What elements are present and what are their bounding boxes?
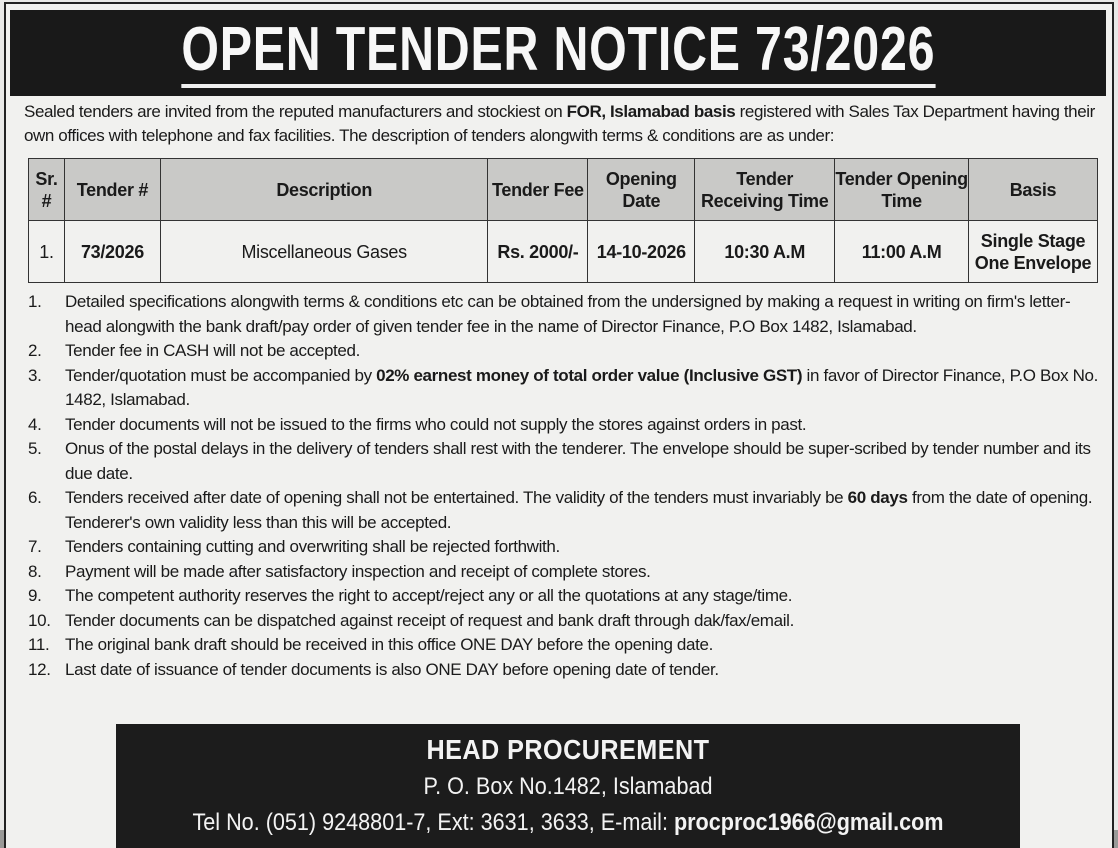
cell-description: Miscellaneous Gases bbox=[160, 221, 488, 283]
term-earnest-money: 02% earnest money of total order value (Inclusive GST) bbox=[376, 365, 803, 385]
term-text: Detailed specifications alongwith terms & conditions etc can be obtained from the undersigned by making a request in writing on firm's letter-head alongwith the bank draft/pay order of given tender fee in the name of Director Finance, P.O Box 1482, Islamabad. bbox=[65, 292, 1071, 336]
header-receiving-time: Tender Receiving Time bbox=[695, 159, 835, 221]
term-number: 6. bbox=[28, 488, 42, 507]
header-opening-date: Opening Date bbox=[588, 159, 695, 221]
notice-title: OPEN TENDER NOTICE 73/2026 bbox=[181, 18, 935, 88]
list-item bbox=[28, 658, 1104, 683]
list-item bbox=[28, 560, 1104, 585]
term-number: 11. bbox=[28, 635, 50, 654]
term-number: 4. bbox=[28, 414, 42, 434]
list-item bbox=[28, 535, 1104, 560]
term-number: 10. bbox=[28, 610, 51, 630]
footer-phone-text: Tel No. (051) 9248801-7, Ext: 3631, 3633, E-mail: bbox=[192, 809, 674, 836]
term-text: Onus of the postal delays in the delivery of tenders shall rest with the tenderer. The envelope should be super-scribed by tender number and its due date. bbox=[65, 439, 1091, 483]
cell-opening-time: 11:00 A.M bbox=[835, 221, 969, 283]
term-text-start: Tenders received after date of opening shall not be entertained. The validity of the tenders must invariably be bbox=[65, 488, 848, 507]
term-number: 8. bbox=[28, 561, 42, 581]
list-item bbox=[28, 290, 1104, 339]
cell-sr: 1. bbox=[29, 221, 65, 283]
term-text-end: from the date of opening. Tenderer's own validity less than this will be accepted. bbox=[65, 488, 1093, 532]
footer-contact-line bbox=[161, 808, 975, 838]
terms-list bbox=[28, 290, 1104, 682]
term-text bbox=[65, 364, 1104, 413]
header-description: Description bbox=[160, 159, 488, 221]
title-banner bbox=[10, 10, 1106, 96]
list-item bbox=[28, 364, 1104, 413]
term-number: 12. bbox=[28, 659, 51, 679]
intro-paragraph bbox=[24, 100, 1104, 148]
header-sr: Sr. # bbox=[29, 159, 65, 221]
header-opening-time: Tender Opening Time bbox=[835, 159, 969, 221]
footer-address: P. O. Box No.1482, Islamabad bbox=[423, 773, 713, 800]
table-header-row bbox=[29, 159, 1098, 221]
tender-table bbox=[28, 158, 1098, 283]
term-number: 7. bbox=[28, 537, 42, 556]
term-number: 2. bbox=[28, 341, 42, 360]
term-text-end: in favor of Director Finance, P.O Box No. 1482, Islamabad. bbox=[65, 365, 1099, 409]
term-text-start: Tender/quotation must be accompanied by bbox=[65, 365, 377, 385]
term-text: Tenders containing cutting and overwriting shall be rejected forthwith. bbox=[65, 537, 560, 556]
list-item bbox=[28, 437, 1104, 486]
term-text: Tender fee in CASH will not be accepted. bbox=[65, 341, 361, 360]
list-item bbox=[28, 486, 1104, 535]
list-item bbox=[28, 413, 1104, 438]
term-number: 3. bbox=[28, 365, 42, 385]
term-number: 9. bbox=[28, 586, 42, 605]
term-text: The competent authority reserves the right to accept/reject any or all the quotations at any stage/time. bbox=[65, 586, 793, 605]
term-text: Payment will be made after satisfactory inspection and receipt of complete stores. bbox=[65, 561, 651, 581]
term-text: Tender documents can be dispatched against receipt of request and bank draft through dak/fax/email. bbox=[65, 610, 794, 630]
cell-basis: Single Stage One Envelope bbox=[969, 221, 1098, 283]
footer-email-link[interactable]: procproc1966@gmail.com bbox=[673, 809, 944, 836]
term-text: Last date of issuance of tender documents is also ONE DAY before opening date of tender. bbox=[65, 659, 719, 679]
table-row bbox=[29, 221, 1098, 283]
cell-opening-date: 14-10-2026 bbox=[588, 221, 695, 283]
header-basis: Basis bbox=[969, 159, 1098, 221]
cell-tender-no: 73/2026 bbox=[64, 221, 160, 283]
term-validity-days: 60 days bbox=[847, 488, 908, 507]
footer-title: HEAD PROCUREMENT bbox=[426, 734, 710, 765]
term-number: 1. bbox=[28, 292, 42, 311]
intro-text-start: Sealed tenders are invited from the reputed manufacturers and stockiest on bbox=[24, 102, 567, 121]
term-text: The original bank draft should be received in this office ONE DAY before the opening date. bbox=[65, 635, 713, 654]
list-item bbox=[28, 584, 1104, 609]
intro-basis-highlight: FOR, Islamabad basis bbox=[566, 102, 736, 121]
list-item bbox=[28, 609, 1104, 634]
header-tender-fee: Tender Fee bbox=[488, 159, 588, 221]
intro-text-end: registered with Sales Tax Department having their own offices with telephone and fax facilities. The description of tenders alongwith terms & conditions are as under: bbox=[24, 102, 1095, 145]
term-text: Tender documents will not be issued to the firms who could not supply the stores against orders in past. bbox=[65, 414, 807, 434]
cell-fee: Rs. 2000/- bbox=[488, 221, 588, 283]
list-item bbox=[28, 339, 1104, 364]
header-tender-no: Tender # bbox=[64, 159, 160, 221]
term-number: 5. bbox=[28, 439, 42, 458]
contact-footer bbox=[116, 724, 1020, 848]
list-item bbox=[28, 633, 1104, 658]
cell-receiving-time: 10:30 A.M bbox=[695, 221, 835, 283]
term-text bbox=[65, 486, 1104, 535]
